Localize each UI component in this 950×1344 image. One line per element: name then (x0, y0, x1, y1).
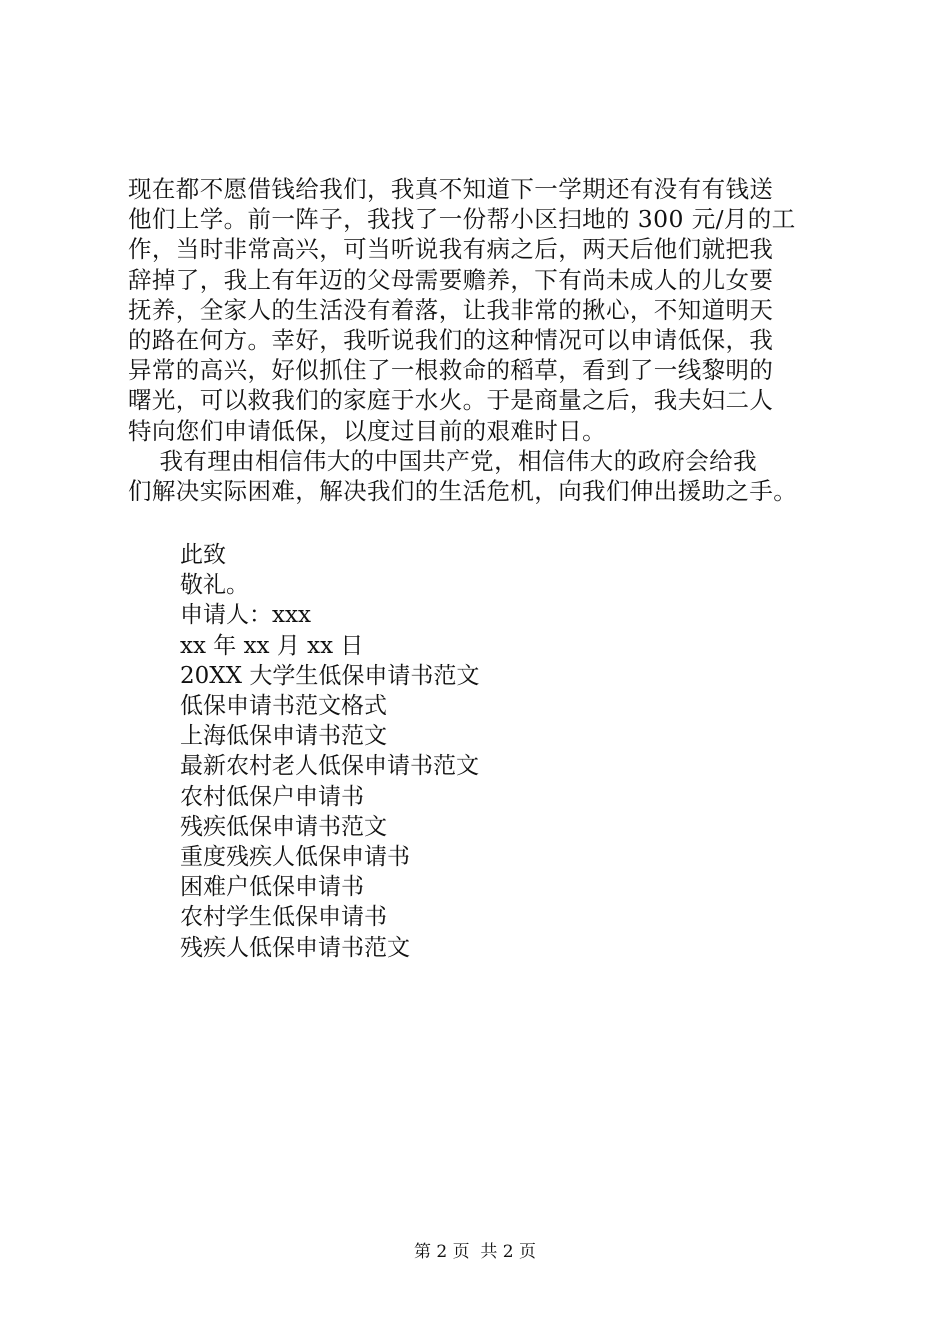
body-line: 异常的高兴，好似抓住了一根救命的稻草，看到了一线黎明的 (128, 356, 774, 385)
related-article: 低保申请书范文格式 (180, 693, 387, 720)
letter-body (128, 174, 848, 506)
applicant-line: 申请人：xxx (180, 602, 311, 629)
related-article: 农村低保户申请书 (180, 783, 364, 810)
date-line: xx 年 xx 月 xx 日 (180, 632, 364, 659)
page-number: 第 2 页 共 2 页 (413, 1242, 537, 1262)
related-article: 上海低保申请书范文 (180, 723, 387, 750)
related-article: 残疾低保申请书范文 (180, 813, 387, 840)
body-line: 抚养，全家人的生活没有着落，让我非常的揪心，不知道明天 (128, 295, 774, 324)
body-line: 的路在何方。幸好，我听说我们的这种情况可以申请低保，我 (128, 326, 774, 355)
salutation: 此致 (180, 542, 226, 568)
related-article: 20XX 大学生低保申请书范文 (180, 662, 480, 689)
related-article: 重度残疾人低保申请书 (180, 844, 410, 871)
salutation-respect: 敬礼。 (180, 572, 249, 599)
body-line: 作，当时非常高兴，可当听说我有病之后，两天后他们就把我 (128, 235, 774, 264)
related-article: 最新农村老人低保申请书范文 (180, 753, 479, 780)
body-line: 们解决实际困难，解决我们的生活危机，向我们伸出援助之手。 (128, 477, 798, 506)
page-footer (0, 1242, 950, 1262)
letter-closing (180, 540, 479, 963)
body-line: 我有理由相信伟大的中国共产党，相信伟大的政府会给我 (128, 446, 757, 475)
related-article: 困难户低保申请书 (180, 874, 364, 901)
related-article: 残疾人低保申请书范文 (180, 934, 410, 961)
related-article: 农村学生低保申请书 (180, 904, 387, 931)
body-line: 曙光，可以救我们的家庭于水火。于是商量之后，我夫妇二人 (128, 386, 774, 415)
body-line: 辞掉了，我上有年迈的父母需要赡养，下有尚未成人的儿女要 (128, 265, 774, 294)
body-line: 现在都不愿借钱给我们，我真不知道下一学期还有没有有钱送 (128, 175, 774, 203)
body-line: 他们上学。前一阵子，我找了一份帮小区扫地的 300 元/月的工 (128, 205, 796, 234)
body-line: 特向您们申请低保，以度过目前的艰难时日。 (128, 416, 606, 445)
